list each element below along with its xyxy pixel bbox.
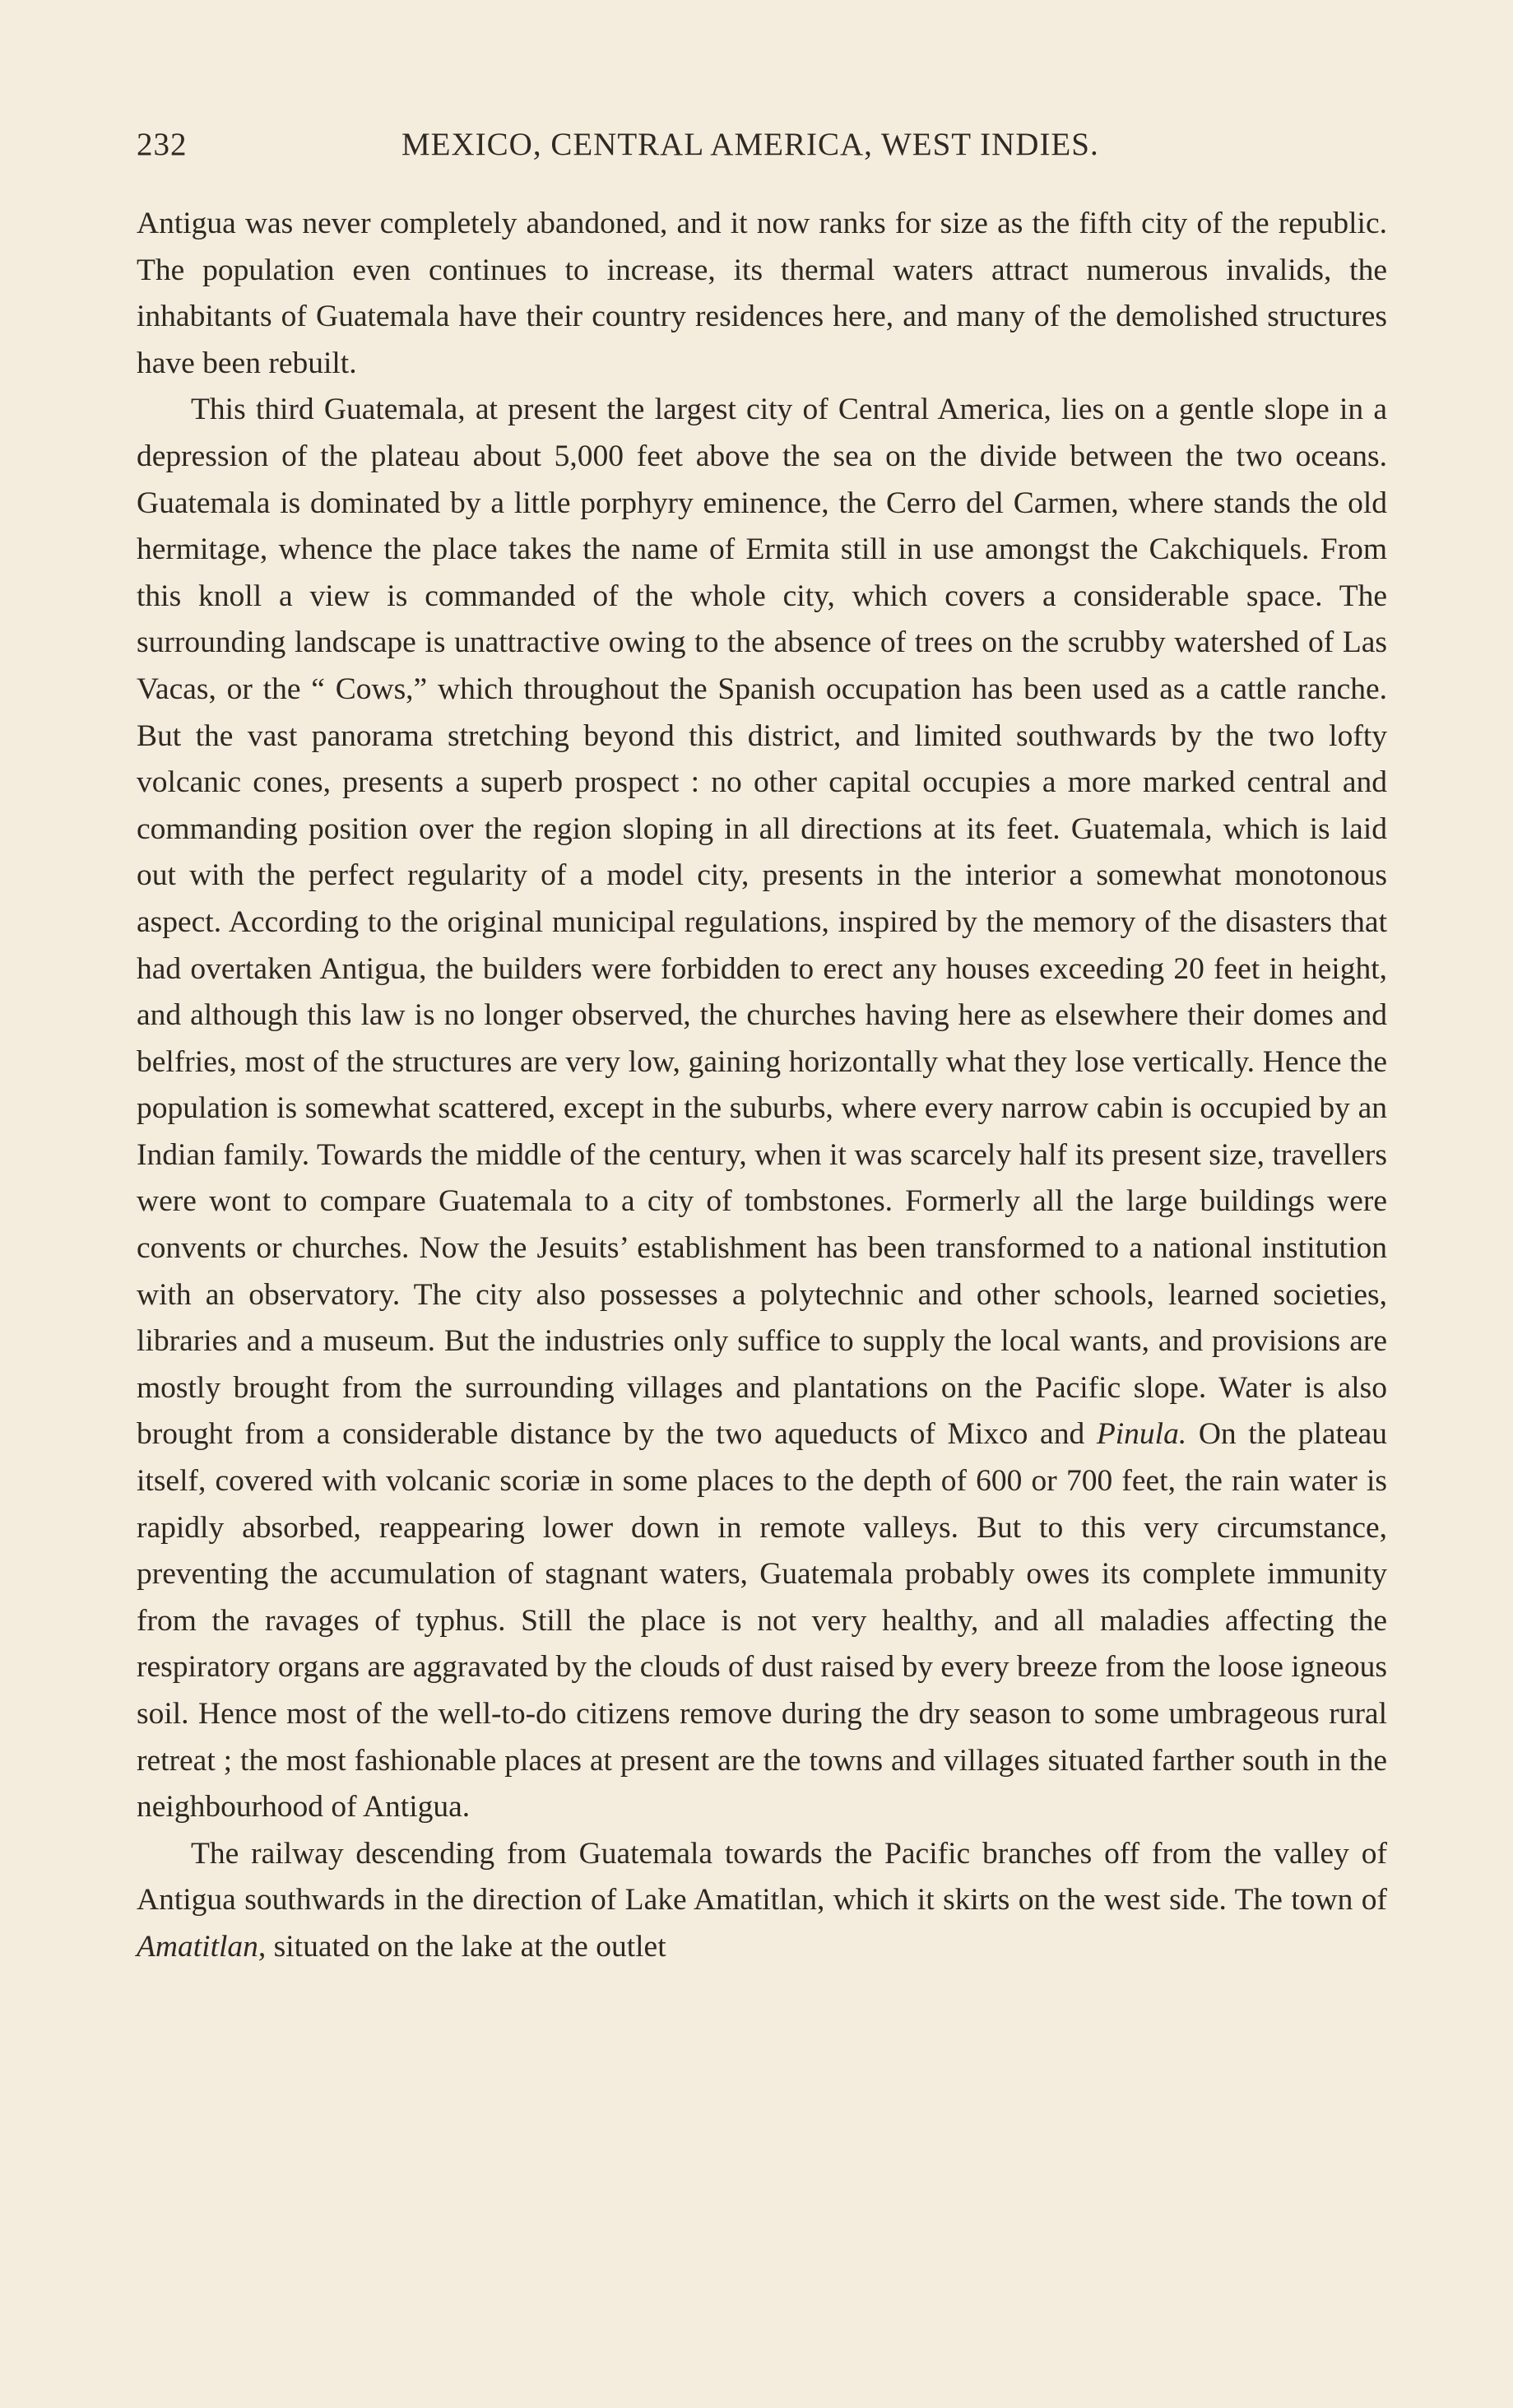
italic-place-name: Pinula. bbox=[1096, 1417, 1187, 1452]
paragraph-text: Antigua was never completely abandoned, and it now ranks for size as the fifth city of the republic. The population even continues to increase, its thermal waters attract numerous invalids, the inhabitants of Guatemala have their country residences here, and many of the demolished structures have been rebuilt. bbox=[137, 207, 1387, 380]
paragraph-text: situated on the lake at the outlet bbox=[266, 1929, 666, 1964]
running-head bbox=[137, 126, 1404, 175]
paragraph-guatemala-city bbox=[137, 387, 1387, 1830]
paragraph-text: The railway descending from Guatemala towards the Pacific branches off from the valley of Antigua southwards in the direction of Lake Amatitlan, which it skirts on the west side. The town of bbox=[137, 1836, 1387, 1918]
page-number: 232 bbox=[137, 127, 188, 162]
italic-place-name: Amatitlan, bbox=[137, 1929, 267, 1964]
paragraph-antigua-continued bbox=[137, 201, 1387, 387]
body-text bbox=[137, 201, 1387, 1971]
paragraph-railway bbox=[137, 1831, 1387, 1971]
paragraph-text: On the plateau itself, covered with volcanic scoriæ in some places to the depth of 600 or 700 feet, the rain water is rapidly absorbed, reappearing lower down in remote valleys. But to this very circumstance, preventing the accumulation of stagnant waters, Guatemala probably owes its complete immunity from the ravages of typhus. Still the place is not very healthy, and all maladies affecting the respiratory organs are aggravated by the clouds of dust raised by every breeze from the loose igneous soil. Hence most of the well-to-do citizens remove during the dry season to some umbrageous rural retreat ; the most fashionable places at present are the towns and villages situated farther south in the neighbourhood of Antigua. bbox=[137, 1417, 1388, 1825]
running-title: MEXICO, CENTRAL AMERICA, WEST INDIES. bbox=[401, 127, 1099, 162]
paragraph-text: This third Guatemala, at present the largest city of Central America, lies on a gentle slope in a depression of the plateau about 5,000 feet above the sea on the divide between the two oceans. Guatemala is dominated by a little porphyry eminence, the Cerro del Carmen, where stands the old hermitage, whence the place takes the name of Ermita still in use amongst the Cakchiquels. From this knoll a view is commanded of the whole city, which covers a considerable space. The surrounding landscape is unattractive owing to the absence of trees on the scrubby watershed of Las Vacas, or the “ Cows,” which throughout the Spanish occupation has been used as a cattle ranche. But the vast panorama stretching beyond this district, and limited southwards by the two lofty volcanic cones, presents a superb prospect : no other capital occupies a more marked central and commanding position over the region sloping in all directions at its feet. Guatemala, which is laid out with the perfect regularity of a model city, presents in the interior a somewhat monotonous aspect. According to the original municipal regulations, inspired by the memory of the disasters that had overtaken Antigua, the builders were forbidden to erect any houses exceeding 20 feet in height, and although this law is no longer observed, the churches having here as elsewhere their domes and belfries, most of the structures are very low, gaining horizontally what they lose vertically. Hence the population is somewhat scattered, except in the suburbs, where every narrow cabin is occupied by an Indian family. Towards the middle of the century, when it was scarcely half its present size, travellers were wont to compare Guatemala to a city of tombstones. Formerly all the large buildings were convents or churches. Now the Jesuits’ establishment has been transformed to a national institution with an observatory. The city also possesses a polytechnic and other schools, learned societies, libraries and a museum. But the industries only suffice to supply the local wants, and provisions are mostly brought from the surrounding villages and plantations on the Pacific slope. Water is also brought from a considerable distance by the two aqueducts of Mixco and bbox=[137, 393, 1387, 1452]
